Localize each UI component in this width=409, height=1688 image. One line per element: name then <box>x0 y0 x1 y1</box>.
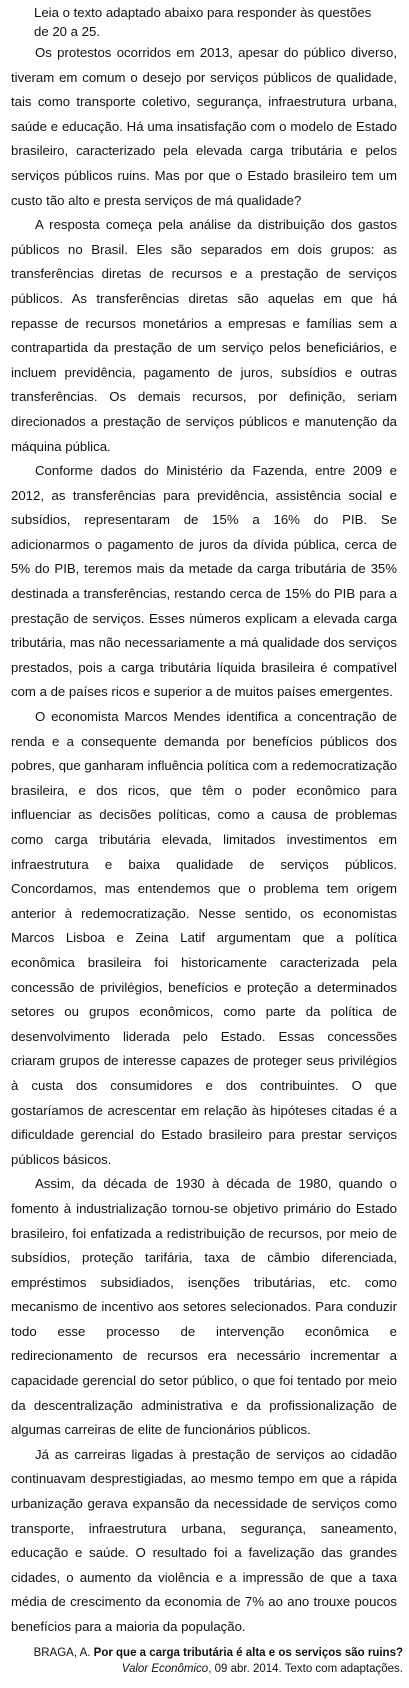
citation-title: Por que a carga tributária é alta e os serviços são ruins? <box>93 1647 403 1659</box>
paragraph-3: Conforme dados do Ministério da Fazenda, entre 2009 e 2012, as transferências para previdência, assistência social e subsídios, representaram de 15% a 16% do PIB. Se adicionarmos o pagamento de juros da dívida pública, cerca de 5% do PIB, teremos mais da metade da carga tributária de 35% destinada a transferências, restando cerca de 15% do PIB para a prestação de serviços. Esses números explicam a elevada carga tributária, mas não necessariamente a má qualidade dos serviços prestados, pois a carga tributária líquida brasileira é compatível com a de países ricos e superior a de muitos países emergentes. <box>11 463 397 700</box>
citation-author: BRAGA, A. <box>33 1647 91 1659</box>
paragraph-6: Já as carreiras ligadas à prestação de serviços ao cidadão continuavam desprestigiadas, ao mesmo tempo em que a rápida urbanização gerava expansão da necessidade de serviços como transporte, infraestrutura urbana, segurança, saneamento, educação e saúde. O resultado foi a favelização das grandes cidades, o aumento da violência e a impressão de que a taxa média de crescimento da economia de 7% ao ano trouxe poucos benefícios para a maioria da população. <box>11 1446 397 1634</box>
source-citation <box>0 1645 403 1677</box>
citation-line-2 <box>0 1661 403 1677</box>
citation-line-1 <box>0 1645 403 1661</box>
article-body <box>11 41 397 1640</box>
paragraph-2: A resposta começa pela análise da distribuição dos gastos públicos no Brasil. Eles são separados em dois grupos: as transferências diretas de recursos e a prestação de serviços públicos. As transferências diretas são aquelas em que há repasse de recursos monetários a empresas e famílias sem a contrapartida da prestação de um serviço pelos beneficiários, e incluem previdência, pagamento de juros, subsídios e outras transferências. Os demais recursos, por definição, seriam direcionados a prestação de serviços públicos e manutenção da máquina pública. <box>11 217 397 454</box>
paragraph-4: O economista Marcos Mendes identifica a concentração de renda e a consequente demanda por benefícios públicos dos pobres, que ganharam influência política com a redemocratização brasileira, e dos ricos, que têm o poder econômico para influenciar as decisões políticas, como a causa de problemas como carga tributária elevada, limitados investimentos em infraestrutura e baixa qualidade de serviços públicos. Concordamos, mas entendemos que o problema tem origem anterior à redemocratização. Nesse sentido, os economistas Marcos Lisboa e Zeina Latif argumentam que a política econômica brasileira foi historicamente caracterizada pela concessão de privilégios, benefícios e proteção a determinados setores ou grupos econômicos, como parte da política de desenvolvimento liderada pelo Estado. Essas concessões criaram grupos de interesse capazes de proteger seus privilégios à custa dos consumidores e dos contribuintes. O que gostaríamos de acrescentar em relação às hipóteses citadas é a dificuldade gerencial do Estado brasileiro para prestar serviços públicos básicos. <box>11 709 397 1167</box>
citation-journal: Valor Econômico <box>121 1663 209 1675</box>
citation-details: , 09 abr. 2014. Texto com adaptações. <box>208 1663 403 1675</box>
paragraph-5: Assim, da década de 1930 à década de 1980, quando o fomento à industrialização tornou-se objetivo primário do Estado brasileiro, foi enfatizada a redistribuição de recursos, por meio de subsídios, proteção tarifária, taxa de câmbio diferenciada, empréstimos subsidiados, isenções tributárias, etc. como mecanismo de incentivo aos setores selecionados. Para conduzir todo esse processo de intervenção econômica e redirecionamento de recursos era necessário incrementar a capacidade gerencial do setor público, o que foi tentado por meio da descentralização administrativa e da profissionalização de algumas carreiras de elite de funcionários públicos. <box>11 1176 397 1438</box>
instruction-text: Leia o texto adaptado abaixo para responder às questões de 20 a 25. <box>34 5 372 39</box>
paragraph-1: Os protestos ocorridos em 2013, apesar do público diverso, tiveram em comum o desejo por serviços públicos de qualidade, tais como transporte coletivo, segurança, infraestrutura urbana, saúde e educação. Há uma insatisfação com o modelo de Estado brasileiro, caracterizado pela elevada carga tributária e pelos serviços públicos ruins. Mas por que o Estado brasileiro tem um custo tão alto e presta serviços de má qualidade? <box>11 45 397 208</box>
